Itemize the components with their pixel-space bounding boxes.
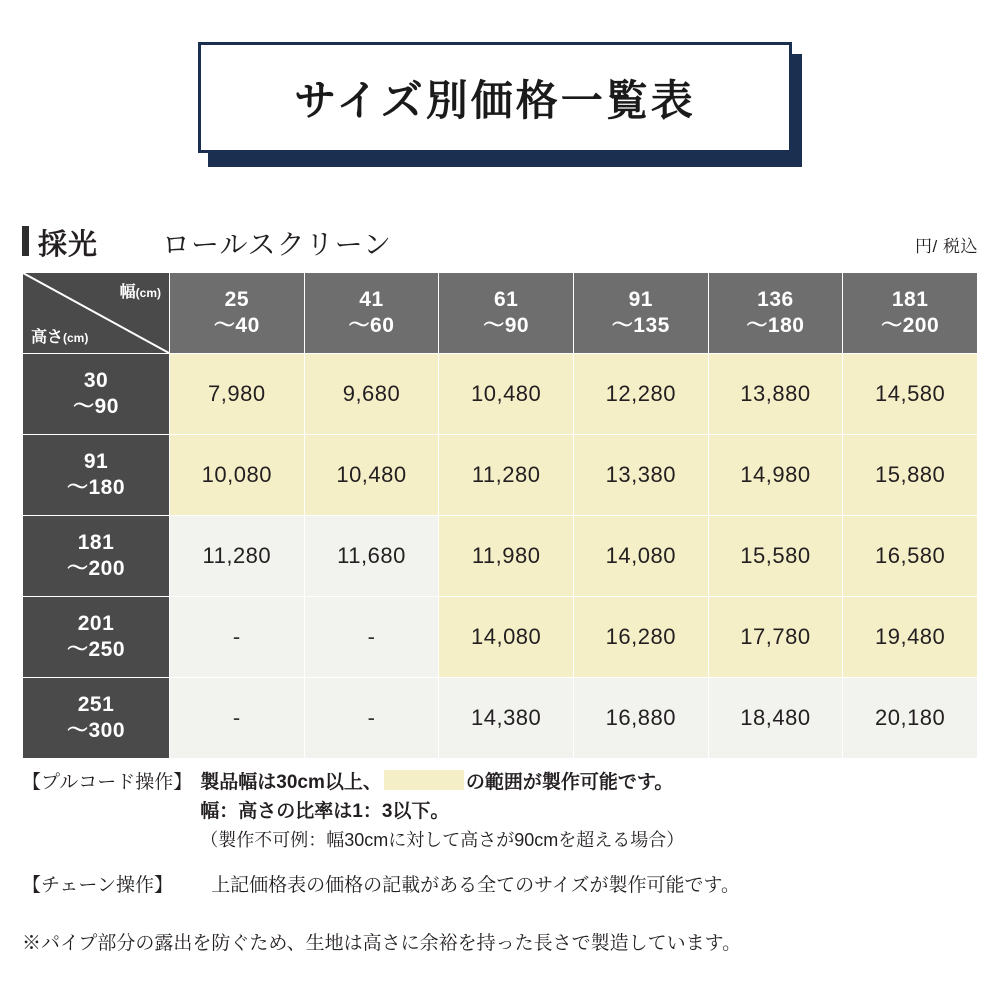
price-cell-3-3: 16,280 xyxy=(573,597,708,678)
price-table xyxy=(22,272,978,759)
subheader-accent-bar xyxy=(22,226,29,256)
column-header-4-bottom: 〜180 xyxy=(746,314,805,337)
row-header-3-bottom: 〜250 xyxy=(66,638,126,661)
row-header-4 xyxy=(23,678,170,759)
column-header-1 xyxy=(304,273,439,354)
price-cell-0-0: 7,980 xyxy=(170,354,305,435)
table-row xyxy=(23,435,978,516)
column-header-2-bottom: 〜90 xyxy=(483,314,530,337)
price-cell-4-1: - xyxy=(304,678,439,759)
column-header-1-bottom: 〜60 xyxy=(348,314,395,337)
table-corner-cell xyxy=(23,273,170,354)
column-header-0-bottom: 〜40 xyxy=(213,314,260,337)
note-pullcord-line1-a: 製品幅は30cm以上、 xyxy=(200,772,382,793)
title-box xyxy=(198,42,792,153)
row-header-2 xyxy=(23,516,170,597)
row-header-3-top: 201 xyxy=(77,611,115,635)
column-header-2 xyxy=(439,273,574,354)
column-header-1-top: 41 xyxy=(359,287,384,311)
price-cell-4-2: 14,380 xyxy=(439,678,574,759)
column-header-3-bottom: 〜135 xyxy=(611,314,670,337)
corner-height-label: 高さ(cm) xyxy=(31,329,89,346)
price-cell-0-2: 10,480 xyxy=(439,354,574,435)
row-header-0-top: 30 xyxy=(83,368,109,392)
row-header-0-bottom: 〜90 xyxy=(73,395,119,418)
title-banner xyxy=(198,42,802,167)
price-cell-0-4: 13,880 xyxy=(708,354,843,435)
subheader-unit: 円/ 税込 xyxy=(915,237,978,256)
price-cell-1-3: 13,380 xyxy=(573,435,708,516)
row-header-1-top: 91 xyxy=(83,449,109,473)
price-cell-1-5: 15,880 xyxy=(843,435,978,516)
row-header-3 xyxy=(23,597,170,678)
price-cell-3-2: 14,080 xyxy=(439,597,574,678)
price-cell-0-5: 14,580 xyxy=(843,354,978,435)
row-header-1-bottom: 〜180 xyxy=(66,476,126,499)
price-cell-2-4: 15,580 xyxy=(708,516,843,597)
column-header-5 xyxy=(843,273,978,354)
note-pullcord-line3: （製作不可例：幅30cmに対して高さが90cmを超える場合） xyxy=(200,829,685,850)
price-cell-1-0: 10,080 xyxy=(170,435,305,516)
note-pullcord xyxy=(22,768,982,855)
column-header-5-top: 181 xyxy=(891,287,929,311)
page-title: サイズ別価格一覧表 xyxy=(294,76,696,124)
note-chain xyxy=(22,871,982,900)
footnote: ※パイプ部分の露出を防ぐため、生地は高さに余裕を持った長さで製造しています。 xyxy=(22,933,742,954)
note-pullcord-body xyxy=(192,768,982,855)
price-cell-3-5: 19,480 xyxy=(843,597,978,678)
row-header-4-top: 251 xyxy=(77,692,115,716)
note-pullcord-line2: 幅：高さの比率は1：3以下。 xyxy=(200,801,450,823)
column-header-2-top: 61 xyxy=(493,287,519,311)
row-header-1 xyxy=(23,435,170,516)
price-cell-0-1: 9,680 xyxy=(304,354,439,435)
subheader-product: ロールスクリーン xyxy=(162,229,393,260)
corner-width-label: 幅(cm) xyxy=(119,284,161,301)
price-cell-2-2: 11,980 xyxy=(439,516,574,597)
note-pullcord-label: 【プルコード操作】 xyxy=(22,772,193,793)
column-header-4-top: 136 xyxy=(757,287,794,311)
column-header-4 xyxy=(708,273,843,354)
price-cell-4-3: 16,880 xyxy=(573,678,708,759)
price-cell-1-2: 11,280 xyxy=(439,435,574,516)
table-row xyxy=(23,516,978,597)
column-header-0-top: 25 xyxy=(224,287,249,311)
price-cell-3-4: 17,780 xyxy=(708,597,843,678)
column-header-3-top: 91 xyxy=(628,287,653,311)
price-cell-4-0: - xyxy=(170,678,305,759)
note-pullcord-line1 xyxy=(200,768,982,797)
price-cell-4-4: 18,480 xyxy=(708,678,843,759)
product-subheader xyxy=(22,222,978,264)
note-chain-label: 【チェーン操作】 xyxy=(22,874,174,896)
column-header-0 xyxy=(170,273,305,354)
price-cell-3-1: - xyxy=(304,597,439,678)
notes-section xyxy=(22,768,982,902)
table-row xyxy=(23,678,978,759)
row-header-2-bottom: 〜200 xyxy=(66,557,126,580)
price-cell-1-1: 10,480 xyxy=(304,435,439,516)
note-pullcord-line1-b: の範囲が製作可能です。 xyxy=(465,772,674,793)
table-row xyxy=(23,597,978,678)
row-header-2-top: 181 xyxy=(77,530,115,554)
price-cell-0-3: 12,280 xyxy=(573,354,708,435)
row-header-0 xyxy=(23,354,170,435)
price-cell-3-0: - xyxy=(170,597,305,678)
column-header-3 xyxy=(573,273,708,354)
row-header-4-bottom: 〜300 xyxy=(66,719,126,742)
price-cell-2-1: 11,680 xyxy=(304,516,439,597)
table-row xyxy=(23,354,978,435)
price-cell-4-5: 20,180 xyxy=(843,678,978,759)
price-cell-2-3: 14,080 xyxy=(573,516,708,597)
note-chain-body: 上記価格表の価格の記載がある全てのサイズが製作可能です。 xyxy=(211,874,741,896)
subheader-category: 採光 xyxy=(38,229,99,261)
price-cell-1-4: 14,980 xyxy=(708,435,843,516)
price-cell-2-0: 11,280 xyxy=(170,516,305,597)
column-header-5-bottom: 〜200 xyxy=(881,314,940,337)
price-cell-2-5: 16,580 xyxy=(843,516,978,597)
table-header-row xyxy=(23,273,978,354)
highlight-swatch xyxy=(384,770,464,790)
